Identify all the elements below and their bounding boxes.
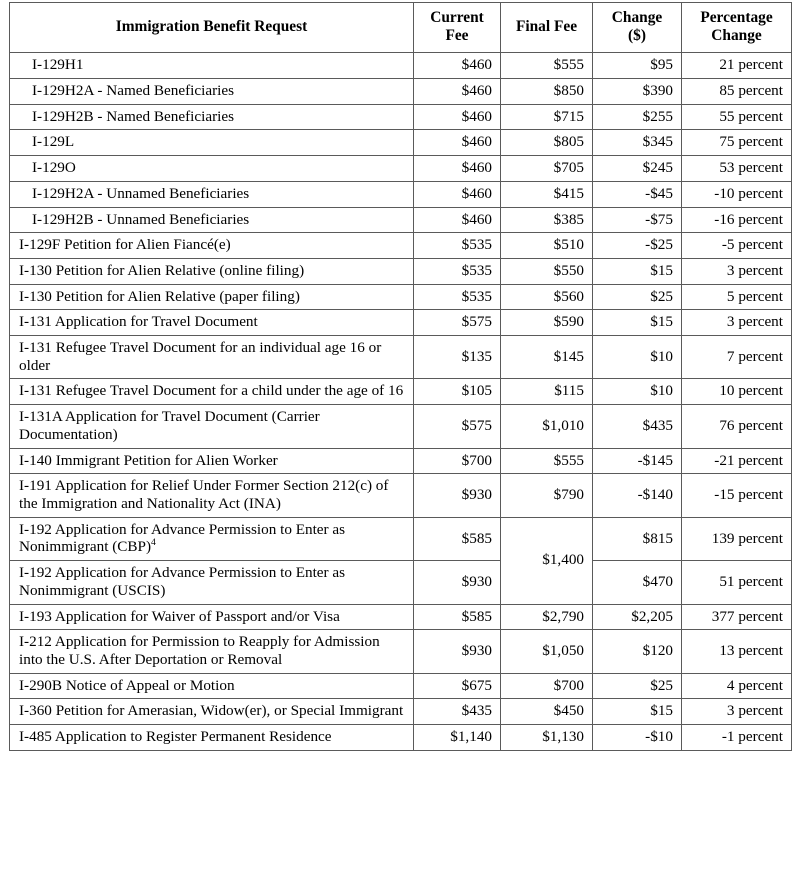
cell-current-fee: $535: [414, 258, 501, 284]
cell-benefit-request: [10, 156, 414, 182]
cell-final-fee: $415: [501, 181, 593, 207]
cell-current-fee: $930: [414, 630, 501, 673]
cell-change-dollars: $15: [593, 310, 682, 336]
column-header-change-dollars: [593, 3, 682, 53]
cell-final-fee: $715: [501, 104, 593, 130]
table-row: [10, 53, 792, 79]
table-row: [10, 181, 792, 207]
cell-final-fee: $705: [501, 156, 593, 182]
cell-final-fee: $805: [501, 130, 593, 156]
cell-current-fee: $435: [414, 699, 501, 725]
cell-change-dollars: -$25: [593, 233, 682, 259]
cell-current-fee: $585: [414, 604, 501, 630]
cell-percentage-change: 4 percent: [682, 673, 792, 699]
cell-percentage-change: 21 percent: [682, 53, 792, 79]
benefit-request-label: I-129L: [32, 133, 75, 151]
table-row: [10, 673, 792, 699]
cell-final-fee: $385: [501, 207, 593, 233]
cell-benefit-request: [10, 207, 414, 233]
cell-percentage-change: 377 percent: [682, 604, 792, 630]
table-row: [10, 310, 792, 336]
cell-benefit-request: [10, 517, 414, 560]
cell-benefit-request: [10, 561, 414, 604]
cell-change-dollars: $470: [593, 561, 682, 604]
table-row: [10, 233, 792, 259]
cell-current-fee: $460: [414, 79, 501, 105]
cell-percentage-change: 3 percent: [682, 310, 792, 336]
cell-benefit-request: [10, 181, 414, 207]
cell-change-dollars: $15: [593, 699, 682, 725]
cell-current-fee: $585: [414, 517, 501, 560]
cell-change-dollars: $120: [593, 630, 682, 673]
cell-percentage-change: 53 percent: [682, 156, 792, 182]
table-header-row: [10, 3, 792, 53]
column-header-benefit: Immigration Benefit Request: [10, 3, 414, 53]
cell-change-dollars: $10: [593, 379, 682, 405]
fee-comparison-table: [9, 2, 792, 751]
cell-benefit-request: [10, 53, 414, 79]
cell-percentage-change: -15 percent: [682, 474, 792, 517]
cell-change-dollars: $245: [593, 156, 682, 182]
table-row: [10, 336, 792, 379]
cell-percentage-change: -10 percent: [682, 181, 792, 207]
benefit-request-label: I-140 Immigrant Petition for Alien Worker: [19, 451, 278, 469]
cell-benefit-request: [10, 630, 414, 673]
table-row: [10, 130, 792, 156]
cell-final-fee: $1,010: [501, 405, 593, 448]
column-header-final-fee: Final Fee: [501, 3, 593, 53]
cell-change-dollars: $25: [593, 673, 682, 699]
footnote-marker: 4: [151, 537, 156, 549]
benefit-request-label: I-129O: [32, 159, 76, 177]
cell-percentage-change: 76 percent: [682, 405, 792, 448]
cell-current-fee: $460: [414, 156, 501, 182]
cell-current-fee: $535: [414, 233, 501, 259]
table-row: [10, 104, 792, 130]
cell-change-dollars: -$75: [593, 207, 682, 233]
cell-percentage-change: -5 percent: [682, 233, 792, 259]
benefit-request-label: I-129H1: [32, 56, 84, 74]
cell-benefit-request: [10, 310, 414, 336]
cell-benefit-request: [10, 405, 414, 448]
benefit-request-label: I-129H2A - Unnamed Beneficiaries: [32, 184, 250, 202]
cell-current-fee: $675: [414, 673, 501, 699]
cell-percentage-change: 3 percent: [682, 699, 792, 725]
table-row: [10, 604, 792, 630]
cell-current-fee: $135: [414, 336, 501, 379]
benefit-request-label: I-130 Petition for Alien Relative (paper filing): [19, 287, 300, 305]
column-header-percentage-change: [682, 3, 792, 53]
cell-current-fee: $575: [414, 405, 501, 448]
cell-change-dollars: $95: [593, 53, 682, 79]
cell-percentage-change: -1 percent: [682, 725, 792, 751]
table-row: [10, 405, 792, 448]
cell-benefit-request: [10, 604, 414, 630]
cell-current-fee: $105: [414, 379, 501, 405]
benefit-request-label: I-360 Petition for Amerasian, Widow(er), or Special Immigrant: [19, 702, 404, 720]
cell-final-fee: $115: [501, 379, 593, 405]
cell-final-fee: $1,130: [501, 725, 593, 751]
cell-benefit-request: [10, 673, 414, 699]
cell-benefit-request: [10, 379, 414, 405]
table-row: [10, 379, 792, 405]
table-row: [10, 561, 792, 604]
benefit-request-label: I-131 Application for Travel Document: [19, 313, 258, 331]
column-header-current-fee-line1: Current: [430, 9, 484, 26]
cell-percentage-change: 55 percent: [682, 104, 792, 130]
benefit-request-label: I-212 Application for Permission to Reapply for Admission into the U.S. After Deportation or Removal: [19, 633, 380, 668]
cell-current-fee: $575: [414, 310, 501, 336]
cell-change-dollars: $2,205: [593, 604, 682, 630]
cell-percentage-change: 3 percent: [682, 258, 792, 284]
cell-final-fee: $555: [501, 53, 593, 79]
cell-benefit-request: [10, 474, 414, 517]
cell-percentage-change: 10 percent: [682, 379, 792, 405]
cell-final-fee: $2,790: [501, 604, 593, 630]
cell-current-fee: $700: [414, 448, 501, 474]
benefit-request-label: I-129F Petition for Alien Fiancé(e): [19, 236, 231, 254]
cell-benefit-request: [10, 725, 414, 751]
cell-final-fee: $450: [501, 699, 593, 725]
cell-benefit-request: [10, 258, 414, 284]
cell-benefit-request: [10, 79, 414, 105]
cell-final-fee: $145: [501, 336, 593, 379]
cell-percentage-change: 75 percent: [682, 130, 792, 156]
benefit-request-label: I-192 Application for Advance Permission to Enter as Nonimmigrant (CBP): [19, 520, 346, 556]
cell-percentage-change: 85 percent: [682, 79, 792, 105]
cell-current-fee: $930: [414, 474, 501, 517]
cell-current-fee: $930: [414, 561, 501, 604]
cell-final-fee: $700: [501, 673, 593, 699]
cell-change-dollars: $255: [593, 104, 682, 130]
column-header-percentage-line1: Percentage: [700, 9, 773, 26]
cell-percentage-change: 13 percent: [682, 630, 792, 673]
cell-current-fee: $460: [414, 130, 501, 156]
benefit-request-label: I-485 Application to Register Permanent Residence: [19, 728, 332, 746]
cell-change-dollars: $345: [593, 130, 682, 156]
cell-percentage-change: -16 percent: [682, 207, 792, 233]
table-body: [10, 53, 792, 750]
table-row: [10, 517, 792, 560]
benefit-request-label: I-130 Petition for Alien Relative (online filing): [19, 261, 305, 279]
cell-benefit-request: [10, 284, 414, 310]
cell-final-fee: $790: [501, 474, 593, 517]
cell-final-fee: $555: [501, 448, 593, 474]
table-row: [10, 156, 792, 182]
cell-change-dollars: -$10: [593, 725, 682, 751]
column-header-change-line1: Change: [611, 9, 663, 26]
benefit-request-label: I-193 Application for Waiver of Passport and/or Visa: [19, 607, 340, 625]
table-row: [10, 630, 792, 673]
table-row: [10, 284, 792, 310]
cell-current-fee: $460: [414, 207, 501, 233]
cell-final-fee: $560: [501, 284, 593, 310]
column-header-percentage-line2: Change: [711, 27, 762, 45]
benefit-request-label: I-129H2B - Named Beneficiaries: [32, 107, 235, 125]
cell-change-dollars: -$45: [593, 181, 682, 207]
cell-change-dollars: $10: [593, 336, 682, 379]
table-row: [10, 448, 792, 474]
cell-change-dollars: -$140: [593, 474, 682, 517]
table-header: [10, 3, 792, 53]
column-header-change-line2: ($): [628, 27, 646, 45]
cell-percentage-change: 7 percent: [682, 336, 792, 379]
table-row: [10, 258, 792, 284]
cell-benefit-request: [10, 336, 414, 379]
table-row: [10, 474, 792, 517]
cell-change-dollars: $390: [593, 79, 682, 105]
cell-current-fee: $460: [414, 181, 501, 207]
cell-percentage-change: 51 percent: [682, 561, 792, 604]
cell-final-fee: $1,050: [501, 630, 593, 673]
table-row: [10, 207, 792, 233]
cell-benefit-request: [10, 104, 414, 130]
table-row: [10, 79, 792, 105]
column-header-current-fee: [414, 3, 501, 53]
benefit-request-label: I-129H2B - Unnamed Beneficiaries: [32, 210, 250, 228]
benefit-request-label: I-290B Notice of Appeal or Motion: [19, 676, 235, 694]
benefit-request-label: I-129H2A - Named Beneficiaries: [32, 82, 235, 100]
cell-benefit-request: [10, 448, 414, 474]
cell-change-dollars: $25: [593, 284, 682, 310]
benefit-request-label: I-192 Application for Advance Permission to Enter as Nonimmigrant (USCIS): [19, 564, 346, 599]
cell-benefit-request: [10, 699, 414, 725]
cell-change-dollars: $15: [593, 258, 682, 284]
benefit-request-label: I-131 Refugee Travel Document for a child under the age of 16: [19, 382, 404, 400]
benefit-request-label: I-191 Application for Relief Under Former Section 212(c) of the Immigration and Nationality Act (INA): [19, 477, 389, 512]
cell-percentage-change: -21 percent: [682, 448, 792, 474]
column-header-current-fee-line2: Fee: [445, 27, 469, 45]
cell-final-fee: $590: [501, 310, 593, 336]
cell-final-fee: $550: [501, 258, 593, 284]
cell-current-fee: $460: [414, 104, 501, 130]
cell-percentage-change: 139 percent: [682, 517, 792, 560]
cell-final-fee: $510: [501, 233, 593, 259]
benefit-request-label: I-131A Application for Travel Document (Carrier Documentation): [19, 408, 320, 443]
table-row: [10, 699, 792, 725]
cell-percentage-change: 5 percent: [682, 284, 792, 310]
cell-change-dollars: $435: [593, 405, 682, 448]
cell-current-fee: $460: [414, 53, 501, 79]
cell-final-fee-merged: $1,400: [501, 517, 593, 604]
cell-benefit-request: [10, 233, 414, 259]
cell-benefit-request: [10, 130, 414, 156]
cell-current-fee: $1,140: [414, 725, 501, 751]
cell-change-dollars: $815: [593, 517, 682, 560]
benefit-request-label: I-131 Refugee Travel Document for an individual age 16 or older: [19, 339, 382, 374]
cell-final-fee: $850: [501, 79, 593, 105]
cell-current-fee: $535: [414, 284, 501, 310]
cell-change-dollars: -$145: [593, 448, 682, 474]
table-row: [10, 725, 792, 751]
